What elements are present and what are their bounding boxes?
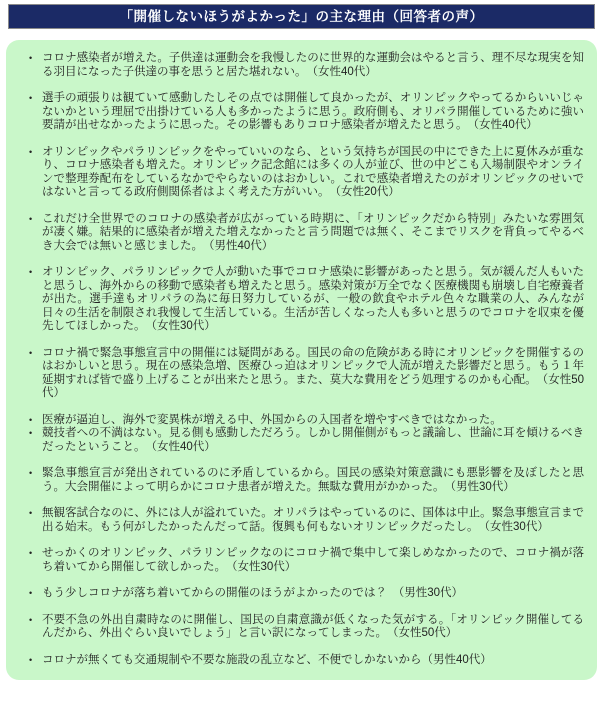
bullet-icon: • [29, 347, 33, 358]
reason-item [17, 347, 584, 401]
reason-text: 不要不急の外出自粛時なのに開催し、国民の自粛意識が低くなった気がする。「オリンピック開催してるんだから、外出ぐらい良いでしょう」と言い訳になってしまった。 （女性50代） [42, 613, 584, 639]
reason-item [17, 614, 584, 641]
bullet-icon: • [29, 614, 33, 625]
reason-text: コロナ感染者が増えた。子供達は運動会を我慢したのに世界的な運動会はやると言う、理不尽な現実を知る羽目になった子供達の事を思うと居た堪れない。 （女性40代） [42, 52, 584, 78]
bullet-icon: • [29, 146, 33, 157]
reason-text: 無観客試合なのに、外には人が溢れていた。オリパラはやっているのに、国体は中止。緊急事態宣言まで出る始末。もう何がしたかったんだって話。復興も何もないオリンピックだったし。 （女性30代） [42, 507, 584, 533]
reason-item [17, 427, 584, 454]
bullet-icon: • [29, 508, 33, 518]
reason-text: 選手の頑張りは観ていて感動したしその点では開催して良かったが、オリンピックやってるからいいじゃないかという理屈で出掛けている人も多かったように思う。政府側も、オリパラ開催しているために強い要請が出せなかったように思った。その影響もありコロナ感染者が増えたと思う。 （女性40代） [42, 92, 584, 131]
reason-item [17, 146, 584, 200]
bullet-icon: • [29, 213, 33, 224]
reasons-panel [6, 40, 597, 680]
page-title: 「開催しないほうがよかった」の主な理由（回答者の声） [119, 9, 484, 24]
reason-item [17, 414, 584, 428]
reason-item [17, 467, 584, 494]
bullet-icon: • [29, 428, 33, 438]
reason-text: オリンピックやパラリンピックをやっていいのなら、という気持ちが国民の中にできた上に夏休みが重なり、コロナ感染者も増えた。オリンピック記念館には多くの人が並び、世の中どこも入場制限やオンラインで整理券配布をしているなかでやらないのはおかしい。これで感染者増えたのがオリンピックのせいではないと言ってる政府側関係者はよく考えた方がいい。 （女性20代） [42, 145, 584, 198]
reason-item [17, 92, 584, 133]
title-bar [8, 4, 595, 29]
reason-item [17, 587, 584, 601]
reason-item [17, 52, 584, 79]
reason-item [17, 213, 584, 254]
reason-text: コロナ禍で緊急事態宣言中の開催には疑問がある。国民の命の危険がある時にオリンピックを開催するのはおかしいと思う。現在の感染急増、医療ひっ迫はオリンピックで人流が増えた影響だと思う。もう１年延期すれば皆で盛り上げることが出来たと思う。また、莫大な費用をどう処理するのかも心配。 （女性50代） [42, 346, 584, 399]
reason-item [17, 654, 584, 668]
reasons-list [17, 52, 584, 667]
reason-text: 緊急事態宣言が発出されているのに矛盾しているから。国民の感染対策意識にも悪影響を及ぼしたと思う。大会開催によって明らかにコロナ患者が増えた。無駄な費用がかかった。 （男性30代） [42, 467, 584, 493]
reason-item [17, 547, 584, 574]
reason-text: これだけ全世界でのコロナの感染者が広がっている時期に、「オリンピックだから特別」みたいな雰囲気が凄く嫌。結果的に感染者が増えた増えなかったと言う問題では無く、そこまでリスクを背負ってやるべき大会では無いと感じました。 （男性40代） [42, 212, 584, 252]
reason-text: オリンピック、パラリンピックで人が動いた事でコロナ感染に影響があったと思う。気が緩んだ人もいたと思うし、海外からの移動で感染者も増えたと思う。感染対策が万全でなく医療機関も崩壊し自宅療養者が出た。選手達もオリパラの為に毎日努力しているが、一般の飲食やホテル色々な職業の人、みんなが日々の生活を制限され我慢して生活している。生活が苦しくなった人も多いと思うのでコロナを収束を優先してほしかった。 （女性30代） [42, 266, 584, 332]
bullet-icon: • [29, 548, 33, 558]
bullet-icon: • [29, 588, 33, 598]
reason-text: コロナが無くても交通規制や不要な施設の乱立など、不便でしかないから（男性40代） [42, 653, 492, 666]
bullet-icon: • [29, 654, 33, 665]
bullet-icon: • [29, 468, 33, 478]
bullet-icon: • [29, 93, 33, 103]
reason-text: せっかくのオリンピック、パラリンピックなのにコロナ禍で集中して楽しめなかったので、コロナ禍が落ち着いてから開催して欲しかった。 （女性30代） [42, 547, 584, 573]
bullet-icon: • [29, 267, 33, 277]
bullet-icon: • [29, 53, 33, 63]
reason-item [17, 507, 584, 534]
bullet-icon: • [29, 414, 33, 425]
reason-text: 医療が逼迫し、海外で変異株が増える中、外国からの入国者を増やすべきではなかった。 [42, 413, 502, 426]
reason-text: もう少しコロナが落ち着いてからの開催のほうがよかったのでは？ （男性30代） [42, 587, 464, 599]
reason-item [17, 266, 584, 334]
reason-text: 競技者への不満はない。見る側も感動しただろう。しかし開催側がもっと議論し、世論に耳を傾けるべきだったということ。 （女性40代） [42, 427, 584, 453]
